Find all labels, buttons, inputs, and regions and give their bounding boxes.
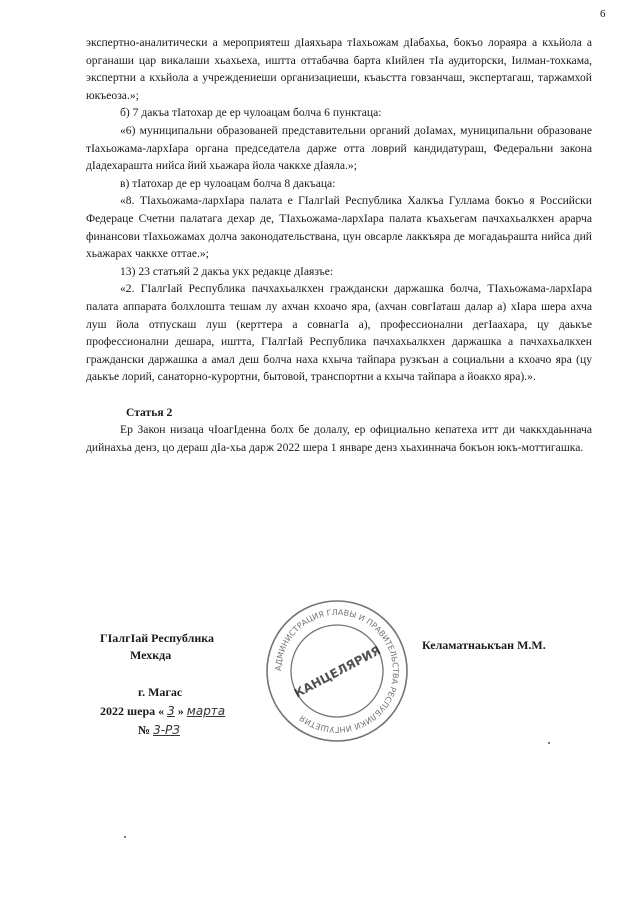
date-month: марта	[186, 704, 226, 718]
number-line	[100, 721, 225, 740]
place-date-block	[100, 683, 225, 740]
article-2-title: Статья 2	[126, 405, 173, 419]
paragraph-continuation: экспертно-аналитически а мероприятеш дIаяхьара тIахьожам дIабахьа, бокъо лораяра а кхьйола а органаши цар викалаши хьахьеха, иштта оттабачва барта кIийлен тIа аудиторски, Iилман-тохкама, экспертни а кхьйола а учреждениеши организациеши, къаьстта говзанчаш, экспертагаш, таржамхой юкъеоза.»;	[86, 36, 592, 102]
scan-speck	[548, 742, 550, 744]
signatory-org: ГIалгIай Республика	[100, 631, 214, 645]
stamp-ring-path: АДМИНИСТРАЦИЯ ГЛАВЫ И ПРАВИТЕЛЬСТВА РЕСПУБЛИКИ ИНГУШЕТИЯ	[273, 607, 401, 735]
signatory-name: Келаматнаькъан М.М.	[422, 638, 546, 652]
page-number: 6	[600, 8, 606, 20]
official-stamp	[262, 596, 412, 746]
signatory-title	[100, 630, 214, 664]
quoted-point-6: «6) муниципальни образованей представительни органий доIамах, муниципальни образоване тIахьожама-лархIара органа председатела дарже отта ловрий кандидатураш, Федеральни закона дIадехарашта нийса йий хьажара йола чаккхе дIаяла.»;	[86, 123, 592, 173]
day-suffix: »	[177, 704, 184, 718]
amendment-v: в) тIатохар де ер чулоацам болча 8 дакъаца:	[120, 176, 336, 190]
number-prefix: №	[138, 723, 151, 737]
signatory-position: Мехкда	[130, 648, 172, 662]
city: г. Магас	[138, 685, 183, 699]
amendment-b: б) 7 дакъа тIатохар де ер чулоацам болча 6 пунктаца:	[120, 106, 382, 120]
date-line	[100, 702, 225, 721]
scan-speck	[124, 836, 126, 838]
quoted-part-2: «2. ГIалгIай Республика пачхахьалкхен граждански даржашка болча, ТIахьожама-лархIара палата аппарата болхлошта тешам лу ахчан кхоачо яра, (ахчан совгIаташ далар а) хIара шера ахча луш йола отпускаш луш (керттера а совнагIа а), профессионални дегIаахара, цу даькъе профессионални дешара, иштта, ГIалгIай Республика пачхахьалкхен даржашка а пачхахьалкхен граждански даржашка а амал деш болча наха кхыча тайпара рузкъан а социальни а кхоачо яра (цу даькъе лорий, санаторно-курортни, бытовой, транспортни а кхыча тайпара а йоакхо яра).».	[86, 282, 592, 384]
date-day: 3	[167, 704, 175, 718]
amendment-13: 13) 23 статьяй 2 дакъа укх редакце дIаязъе:	[120, 264, 334, 278]
law-number: 3-РЗ	[153, 723, 180, 737]
stamp-center-text: КАНЦЕЛЯРИЯ	[291, 643, 384, 701]
article-2-text: Ер Закон низаца чIоагIденна болх бе долалу, ер официально кепатеха итт ди чаккхдаьннача дийнахьа денз, цо дераш дIа-хьа дарж 2022 шера 1 январе денз хьахиннача бокъон юкъ-моттигашка.	[86, 423, 592, 455]
document-body	[86, 34, 592, 457]
quoted-point-8: «8. ТIахьожама-лархIара палата е ГIалгIай Республика Халкъа Гуллама бокъо я Российски Федераце Счетни палатага дехар де, ТIахьожама-лархIара палата къахьегам пачхахьалкхен арарча финансови тIахьожамах долча законодательствана, цун овсарле лаккъяра де могадаьрашта нийса дий хьажарах чаккхе оттае.»;	[86, 194, 592, 261]
year-prefix: 2022 шера «	[100, 704, 165, 718]
